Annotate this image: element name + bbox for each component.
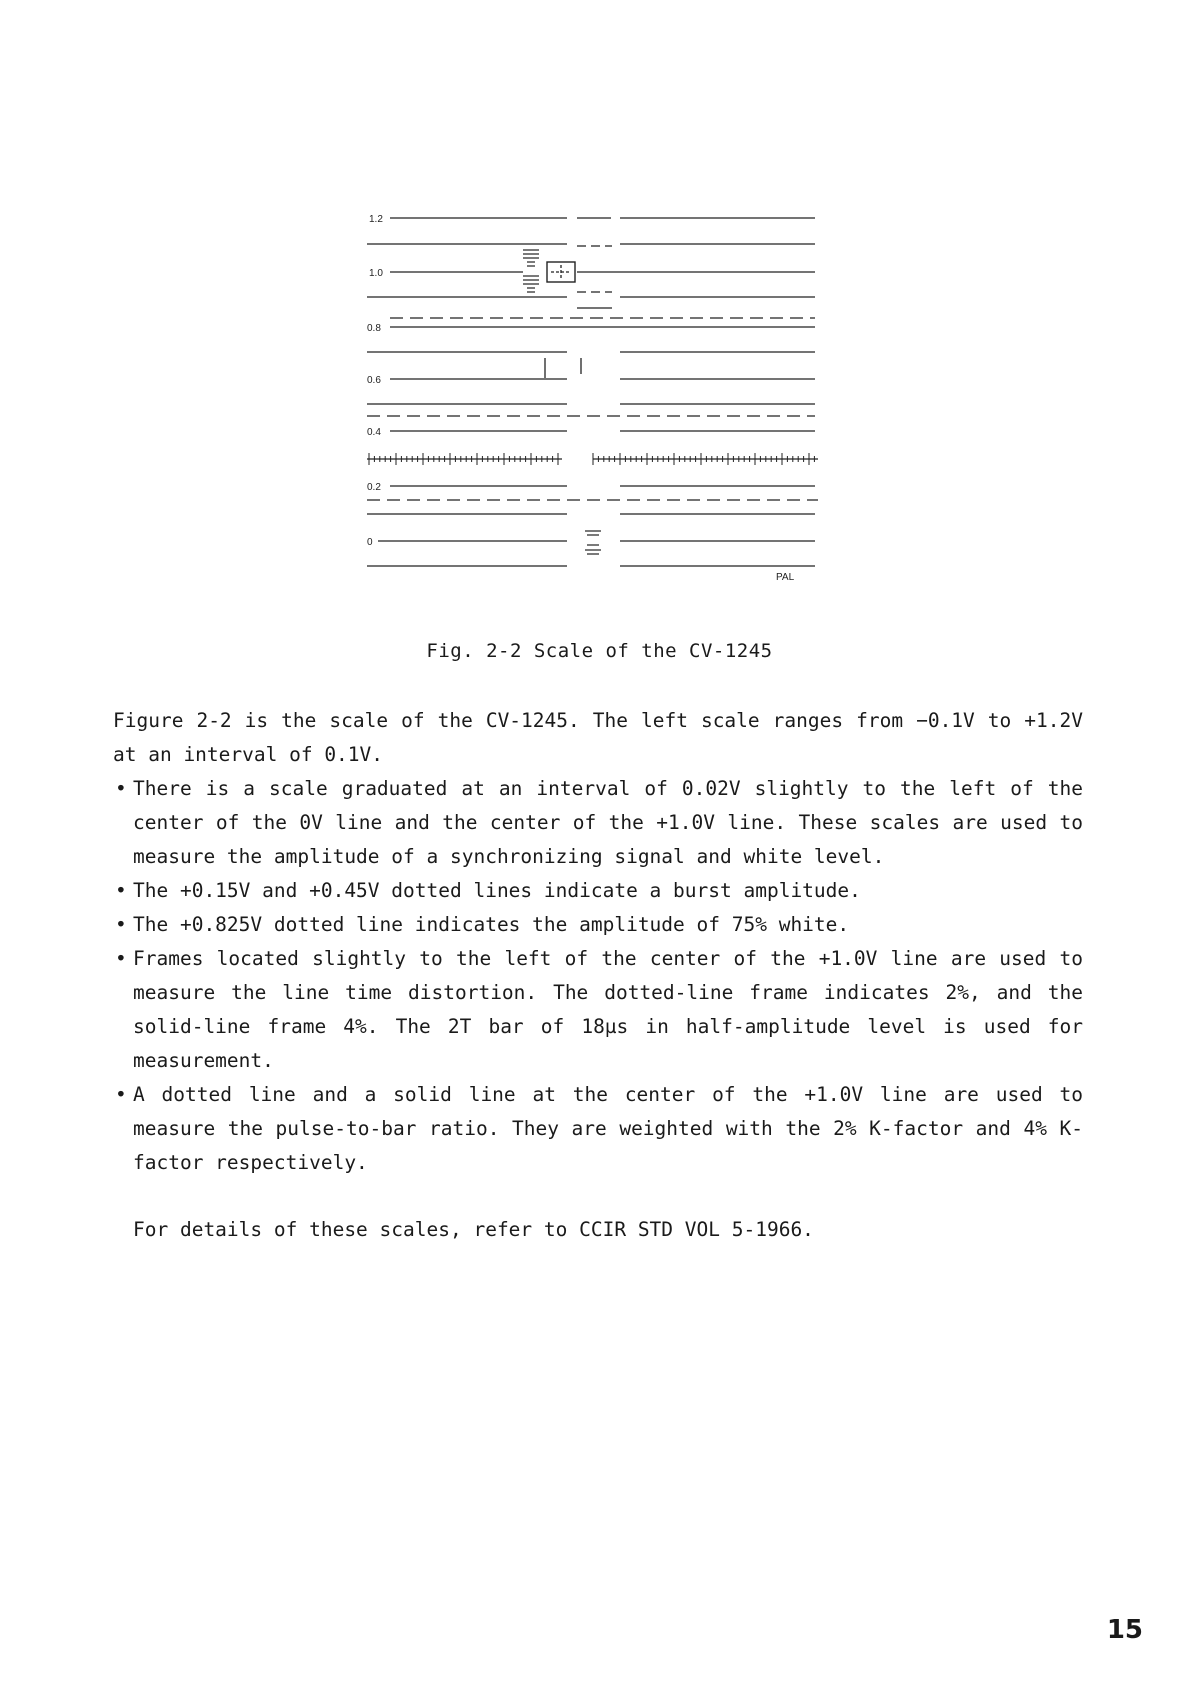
bullet-pulse-to-bar: • A dotted line and a solid line at the center of the +1.0V line are used to measure the pulse-to-bar ratio. They are weighted with the 2% K-factor and 4% K-factor respectively. bbox=[113, 1078, 1083, 1180]
bullet-list bbox=[113, 772, 1083, 1180]
scale-label-0-4: 0.4 bbox=[367, 427, 381, 438]
pal-label: PAL bbox=[776, 572, 795, 583]
scale-label-1-2: 1.2 bbox=[369, 214, 383, 225]
page-number: 15 bbox=[1106, 1615, 1143, 1645]
bullet-75-white: • The +0.825V dotted line indicates the amplitude of 75% white. bbox=[113, 908, 1083, 942]
scale-label-0-2: 0.2 bbox=[367, 482, 381, 493]
bullet-graduated-scale: • There is a scale graduated at an interval of 0.02V slightly to the left of the center of the 0V line and the center of the +1.0V line. These scales are used to measure the amplitude of a synchronizing signal and white level. bbox=[113, 772, 1083, 874]
scale-label-0-6: 0.6 bbox=[367, 375, 381, 386]
details-paragraph: For details of these scales, refer to CCIR STD VOL 5-1966. bbox=[133, 1218, 814, 1241]
body-text bbox=[113, 704, 1083, 1247]
figure-caption: Fig. 2-2 Scale of the CV-1245 bbox=[426, 640, 773, 662]
scale-label-0-8: 0.8 bbox=[367, 323, 381, 334]
scale-label-1-0: 1.0 bbox=[369, 268, 383, 279]
cv1245-scale-figure bbox=[0, 0, 1199, 620]
scale-label-0: 0 bbox=[367, 537, 373, 548]
intro-paragraph: Figure 2-2 is the scale of the CV-1245. The left scale ranges from −0.1V to +1.2V at an interval of 0.1V. bbox=[113, 709, 1083, 766]
bullet-burst-amplitude: • The +0.15V and +0.45V dotted lines indicate a burst amplitude. bbox=[113, 874, 1083, 908]
bullet-line-time-distortion: • Frames located slightly to the left of the center of the +1.0V line are used to measure the line time distortion. The dotted-line frame indicates 2%, and the solid-line frame 4%. The 2T bar of 18µs in half-amplitude level is used for measurement. bbox=[113, 942, 1083, 1078]
